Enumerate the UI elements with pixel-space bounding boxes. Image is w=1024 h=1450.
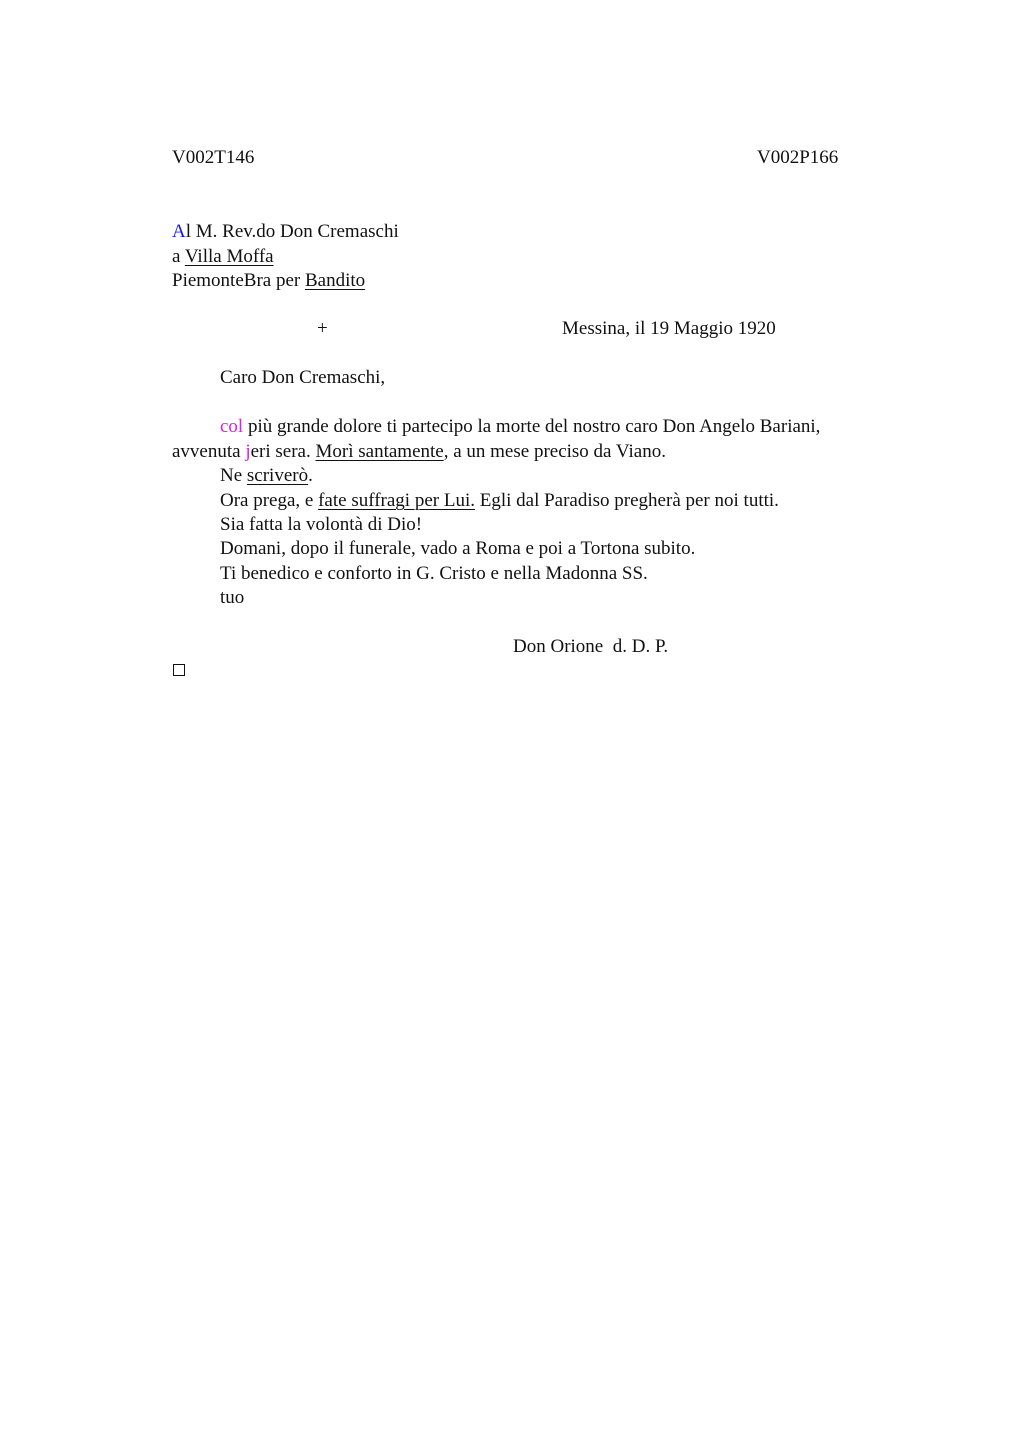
body-line-1 xyxy=(220,415,820,439)
body-mark-j: j xyxy=(245,441,251,462)
cross-mark: + xyxy=(317,318,328,339)
body-text: Egli dal Paradiso pregherà per noi tutti. xyxy=(474,490,779,511)
address-villa: Villa Moffa xyxy=(184,246,274,267)
body-text: eri sera. xyxy=(250,441,316,462)
body-underlined: fate suffragi per Lui. xyxy=(318,490,475,511)
code-left: V002T146 xyxy=(172,147,255,168)
body-text: più grande dolore ti partecipo la morte del nostro caro Don Angelo Bariani, xyxy=(243,416,821,437)
body-text: . xyxy=(308,465,313,486)
body-line-7: Ti benedico e conforto in G. Cristo e nella Madonna SS. xyxy=(220,563,648,584)
body-underlined: scriverò xyxy=(246,465,309,486)
address-line-1 xyxy=(172,220,399,244)
body-text: , a un mese preciso da Viano. xyxy=(443,441,666,462)
address-line-2 xyxy=(172,245,274,269)
body-text: Ora prega, e xyxy=(220,490,319,511)
body-line-3 xyxy=(220,464,313,488)
salutation: Caro Don Cremaschi, xyxy=(220,367,386,388)
checkbox-icon xyxy=(173,664,185,676)
body-line-6: Domani, dopo il funerale, vado a Roma e poi a Tortona subito. xyxy=(220,538,696,559)
address-line-3 xyxy=(172,269,365,293)
body-line-8: tuo xyxy=(220,587,245,608)
address-place: Bandito xyxy=(304,270,366,291)
address-line-3-prefix: PiemonteBra per xyxy=(172,270,305,291)
place-date: Messina, il 19 Maggio 1920 xyxy=(562,318,776,339)
address-line-1-text: l M. Rev.do Don Cremaschi xyxy=(185,221,399,242)
address-initial: A xyxy=(172,221,186,242)
code-right: V002P166 xyxy=(757,147,839,168)
address-line-2-prefix: a xyxy=(172,246,185,267)
body-text: avvenuta xyxy=(172,441,246,462)
body-underlined: Morì santamente xyxy=(315,441,444,462)
body-line-2 xyxy=(172,440,666,464)
body-line-4 xyxy=(220,489,779,513)
body-text: Ne xyxy=(220,465,247,486)
signature: Don Orione d. D. P. xyxy=(513,636,669,657)
body-mark-col: col xyxy=(220,416,244,437)
body-line-5: Sia fatta la volontà di Dio! xyxy=(220,514,423,535)
